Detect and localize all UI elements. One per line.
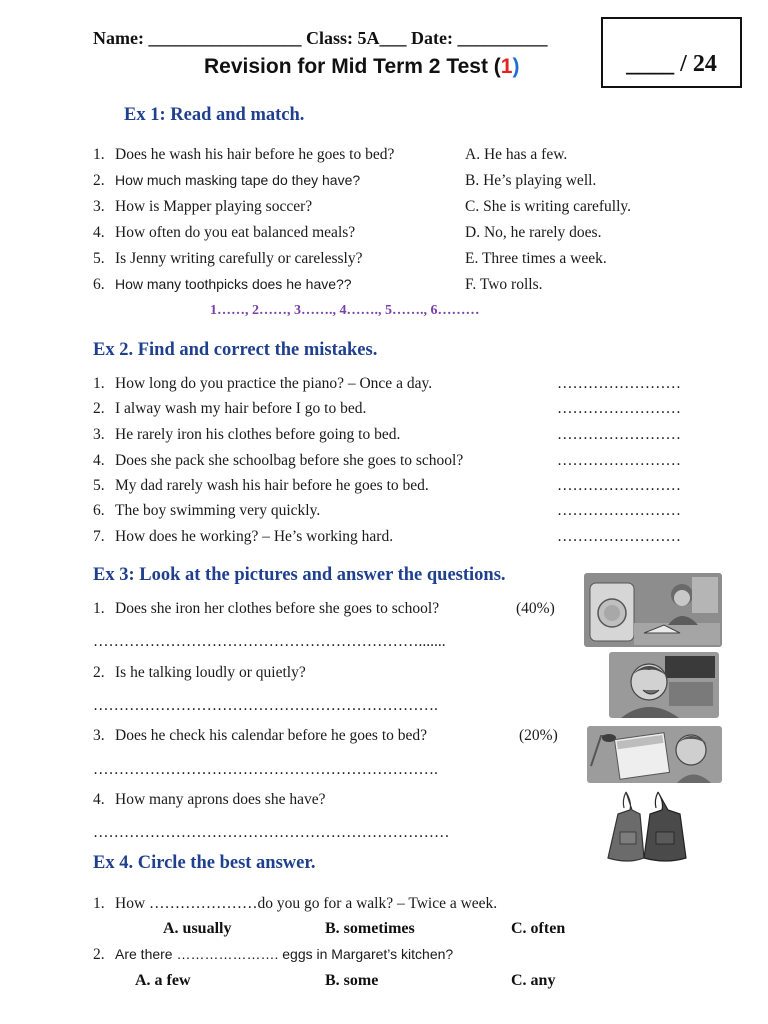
- ex1-question: 6. How many toothpicks does he have??: [93, 276, 352, 293]
- title-close: ): [512, 55, 520, 78]
- girl-ironing-picture: [584, 573, 722, 647]
- ex1-question: 5. Is Jenny writing carefully or carelessly?: [93, 250, 363, 267]
- ex1-answer: B. He’s playing well.: [465, 172, 597, 189]
- name-class-date-line: Name: _________________ Class: 5A___ Date: __________: [93, 28, 548, 48]
- ex3-question: 3. Does he check his calendar before he goes to bed?: [93, 727, 428, 744]
- ex3-answer-line[interactable]: ……………………………………………………….......: [93, 633, 446, 650]
- ex3-title: Ex 3: Look at the pictures and answer the questions.: [93, 565, 506, 585]
- aprons-picture: [598, 788, 698, 864]
- title-number: 1: [500, 55, 513, 78]
- ex2-item: 6. The boy swimming very quickly.: [93, 502, 321, 519]
- ex3-percent: (40%): [516, 600, 555, 617]
- ex2-item: 2. I alway wash my hair before I go to bed.: [93, 400, 367, 417]
- ex1-question: 2. How much masking tape do they have?: [93, 172, 361, 189]
- ex3-question: 1. Does she iron her clothes before she goes to school?: [93, 600, 440, 617]
- ex2-answer-blank[interactable]: ……………………: [557, 426, 681, 443]
- ex4-option-c[interactable]: C. often: [511, 920, 566, 937]
- ex4-option-b[interactable]: B. some: [325, 972, 379, 989]
- ex3-percent: (20%): [519, 727, 558, 744]
- ex3-answer-line[interactable]: ………………………………………………………….: [93, 697, 438, 714]
- ex1-question: 4. How often do you eat balanced meals?: [93, 224, 356, 241]
- page-title: [204, 55, 519, 79]
- ex4-question: 1. How …………………do you go for a walk? – Twice a week.: [93, 895, 498, 912]
- ex1-answer: D. No, he rarely does.: [465, 224, 602, 241]
- ex1-question: 3. How is Mapper playing soccer?: [93, 198, 313, 215]
- ex2-answer-blank[interactable]: ……………………: [557, 477, 681, 494]
- ex4-title: Ex 4. Circle the best answer.: [93, 853, 316, 873]
- ex1-answer: C. She is writing carefully.: [465, 198, 632, 215]
- ex2-item: 1. How long do you practice the piano? – Once a day.: [93, 375, 433, 392]
- ex4-option-a[interactable]: A. usually: [163, 920, 232, 937]
- ex3-question: 4. How many aprons does she have?: [93, 791, 326, 808]
- ex3-answer-line[interactable]: ……………………………………………………………: [93, 824, 450, 841]
- ex3-question: 2. Is he talking loudly or quietly?: [93, 664, 306, 681]
- ex1-answer: A. He has a few.: [465, 146, 568, 163]
- ex2-answer-blank[interactable]: ……………………: [557, 502, 681, 519]
- ex4-question: 2. Are there …………………. eggs in Margaret’s kitchen?: [93, 946, 454, 963]
- score-text: ____ / 24: [626, 51, 717, 77]
- boy-talking-picture: [609, 652, 719, 718]
- ex2-item: 3. He rarely iron his clothes before going to bed.: [93, 426, 401, 443]
- ex1-answer-key-row: 1……, 2……, 3……., 4……., 5……., 6………: [210, 303, 480, 318]
- ex2-item: 7. How does he working? – He’s working hard.: [93, 528, 394, 545]
- ex2-answer-blank[interactable]: ……………………: [557, 452, 681, 469]
- ex2-title: Ex 2. Find and correct the mistakes.: [93, 340, 378, 360]
- boy-calendar-picture: [587, 726, 722, 783]
- ex4-option-c[interactable]: C. any: [511, 972, 556, 989]
- score-box: [601, 17, 742, 88]
- ex2-item: 5. My dad rarely wash his hair before he goes to bed.: [93, 477, 429, 494]
- ex2-answer-blank[interactable]: ……………………: [557, 375, 681, 392]
- ex1-title: Ex 1: Read and match.: [124, 105, 305, 125]
- ex2-answer-blank[interactable]: ……………………: [557, 528, 681, 545]
- ex1-question: 1. Does he wash his hair before he goes to bed?: [93, 146, 395, 163]
- ex1-answer: E. Three times a week.: [465, 250, 607, 267]
- ex4-option-a[interactable]: A. a few: [135, 972, 191, 989]
- ex4-option-b[interactable]: B. sometimes: [325, 920, 415, 937]
- title-main: Revision for Mid Term 2 Test (: [204, 55, 501, 78]
- ex1-answer: F. Two rolls.: [465, 276, 543, 293]
- ex3-answer-line[interactable]: ………………………………………………………….: [93, 761, 438, 778]
- ex2-answer-blank[interactable]: ……………………: [557, 400, 681, 417]
- ex2-item: 4. Does she pack she schoolbag before she goes to school?: [93, 452, 464, 469]
